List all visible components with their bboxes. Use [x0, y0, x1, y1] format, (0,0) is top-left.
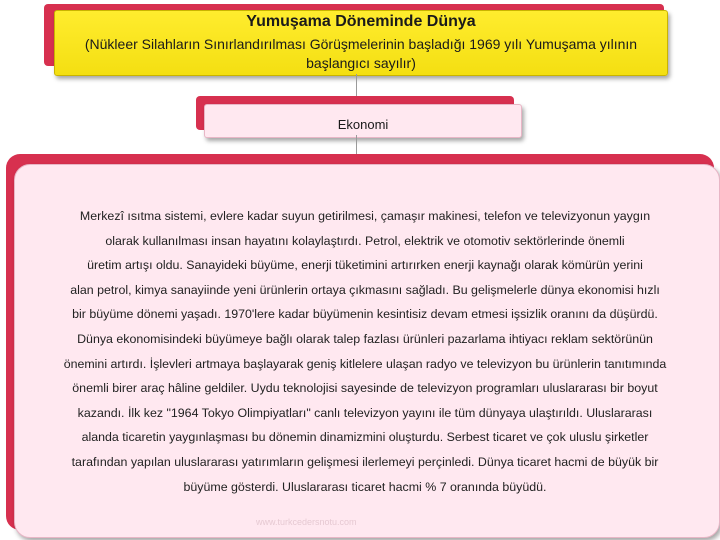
ekonomi-node — [204, 104, 522, 138]
content-line: Dünya ekonomisindeki büyümeye bağlı olarak talep fazlası ürünleri pazarlama ihtiyacı reklam sektörünün — [77, 331, 653, 346]
watermark-text: www.turkcedersnotu.com — [256, 517, 357, 527]
title-box — [54, 10, 668, 76]
content-line: önemli birer araç hâline geldiler. Uydu teknolojisi sayesinde de televizyon programları uluslararası bir boyut — [72, 381, 658, 396]
content-text — [20, 204, 710, 499]
title-subtitle: (Nükleer Silahların Sınırlandırılması Görüşmelerinin başladığı 1969 yılı Yumuşama yılının başlangıcı sayılır) — [84, 36, 638, 71]
content-line: Merkezî ısıtma sistemi, evlere kadar suyun getirilmesi, çamaşır makinesi, telefon ve televizyonun yaygın — [79, 209, 651, 223]
content-line: olarak kullanılması insan hayatını kolaylaştırdı. Petrol, elektrik ve otomotiv sektörlerinde önemli — [105, 233, 625, 248]
content-line: alanda ticaretin yaygınlaşması bu dönemin dinamizmini oluşturdu. Serbest ticaret ve çok uluslu şirketler — [81, 430, 649, 445]
content-line: kazandı. İlk kez "1964 Tokyo Olimpiyatları" canlı televizyon yayını ile tüm dünyaya ulaştırıldı. Uluslararası — [77, 405, 653, 420]
content-line: tarafından yapılan uluslararası yatırımların gelişmesi ilerlemeyi perçinledi. Dünya ticaret hacmi de büyük bir — [71, 454, 659, 469]
title-heading: Yumuşama Döneminde Dünya — [246, 13, 476, 30]
content-line: alan petrol, kimya sanayiinde yeni ürünlerin ortaya çıkmasını sağladı. Bu gelişmelerle dünya ekonomisi hızlı — [70, 282, 660, 297]
content-line: büyüme gösterdi. Uluslararası ticaret hacmi % 7 oranında büyüdü. — [183, 479, 547, 494]
content-line: bir büyüme dönemi yaşadı. 1970'lere kadar büyümenin kesintisiz devam etmesi işsizlik oranını da düşürdü. — [72, 307, 658, 322]
content-line: üretim artışı oldu. Sanayideki büyüme, enerji tüketimini artırırken enerji kaynağı olarak kömürün yerini — [87, 258, 643, 273]
ekonomi-label: Ekonomi — [337, 117, 389, 132]
content-line: önemini artırdı. İşlevleri artmaya başlayarak geniş kitlelere ulaşan radyo ve televizyon bu ürünlerin tanıtımında — [63, 356, 667, 371]
